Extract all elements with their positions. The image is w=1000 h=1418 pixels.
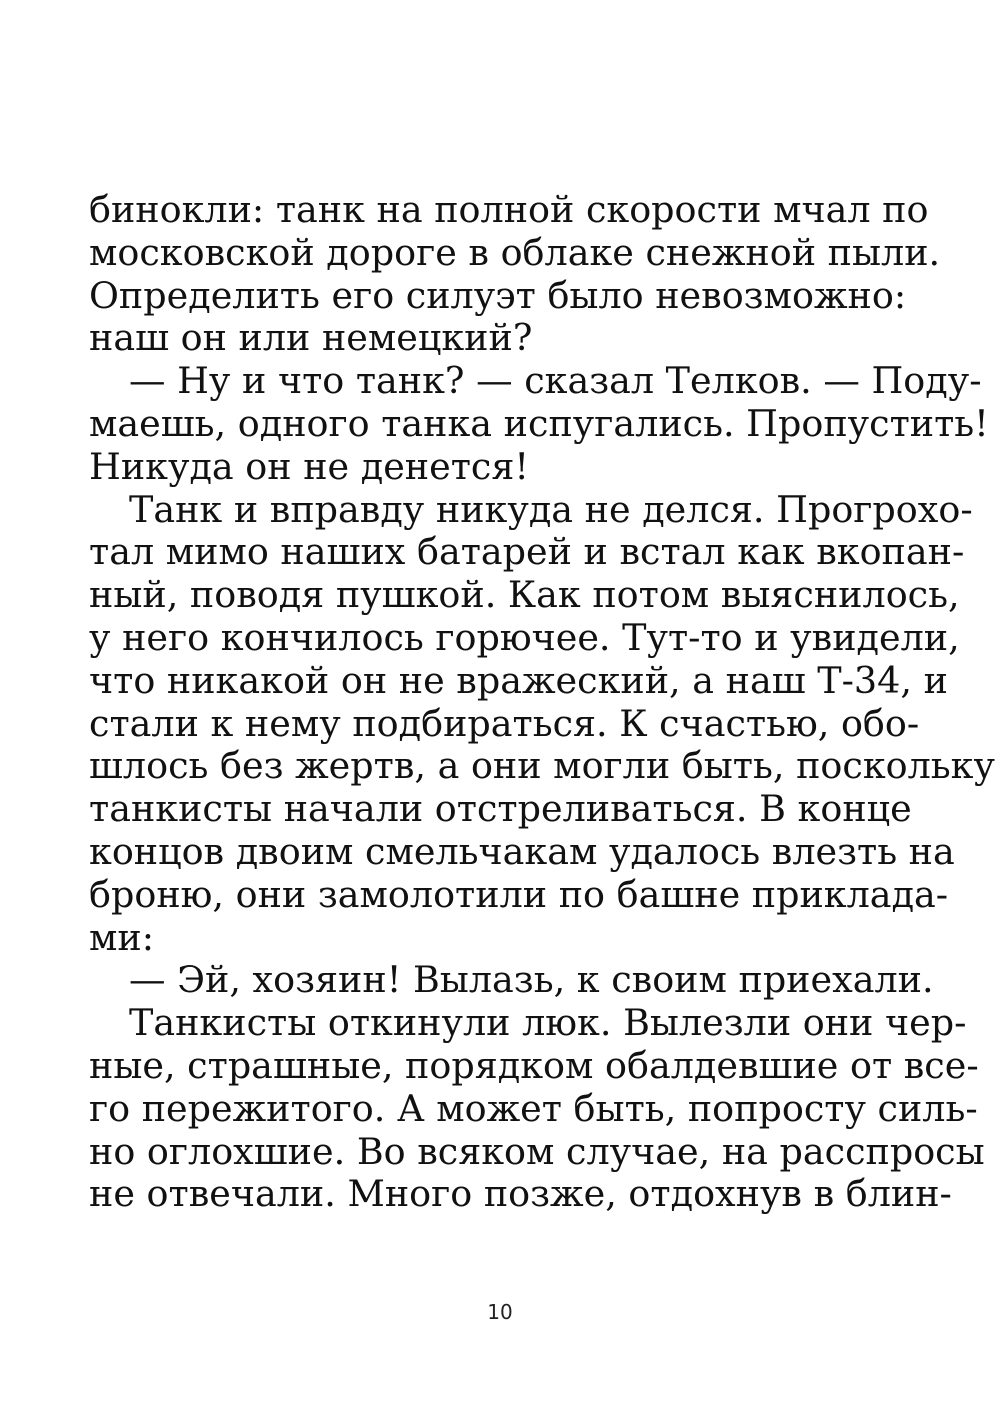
text-line: — Эй, хозяин! Вылазь, к своим приехали. [129,958,934,1002]
text-line: го пережитого. А может быть, попросту силь- [89,1086,978,1130]
text-line: Танкисты откинули люк. Вылезли они чер- [129,1001,967,1045]
text-line: шлось без жертв, а они могли быть, поскольку [89,744,995,788]
text-line: концов двоим смельчакам удалось влезть на [89,829,955,873]
text-line: тал мимо наших батарей и встал как вкопан- [89,530,965,574]
text-line: маешь, одного танка испугались. Пропустить! [89,401,989,445]
text-line: у него кончилось горючее. Тут-то и увидели, [89,615,960,659]
text-line: Определить его силуэт было невозможно: [89,273,907,317]
page-number: 10 [487,1300,513,1324]
text-line: ми: [89,915,155,959]
text-line: что никакой он не вражеский, а наш Т-34, и [89,658,948,702]
text-line: не отвечали. Много позже, отдохнув в блин- [89,1172,952,1216]
text-line: наш он или немецкий? [89,316,533,360]
text-line: танкисты начали отстреливаться. В конце [89,787,912,831]
text-line: стали к нему подбираться. К счастью, обо- [89,701,920,745]
text-line: но оглохшие. Во всяком случае, на расспросы [89,1129,985,1173]
text-line: броню, они замолотили по башне приклада- [89,872,949,916]
text-line: ные, страшные, порядком обалдевшие от все- [89,1043,979,1087]
text-line: Танк и вправду никуда не делся. Прогрохо- [129,487,973,531]
text-line: московской дороге в облаке снежной пыли. [89,230,941,274]
text-line: — Ну и что танк? — сказал Телков. — Поду- [129,359,982,403]
text-line: ный, поводя пушкой. Как потом выяснилось, [89,573,960,617]
body-text [89,188,995,1216]
text-line: бинокли: танк на полной скорости мчал по [89,188,929,231]
text-line: Никуда он не денется! [89,444,530,488]
